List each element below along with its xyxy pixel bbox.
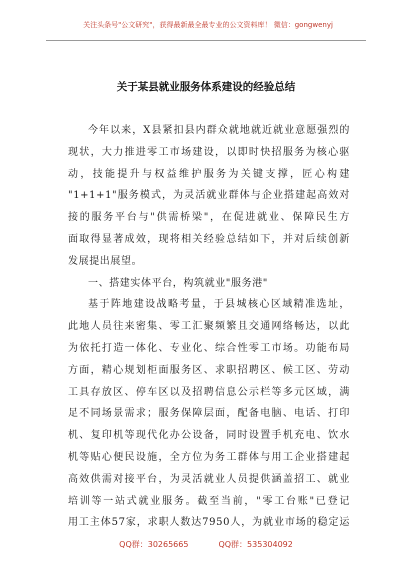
body-line: 方面，精心规划柜面服务区、求职招聘区、候工区、劳动	[68, 364, 350, 376]
body-line: 机、复印机等现代化办公设备，同时设置手机充电、饮水	[68, 430, 350, 442]
body-line: 接的服务平台与"供需桥梁"，在促进就业、保障民生方	[68, 212, 350, 224]
document-title: 关于某县就业服务体系建设的经验总结	[116, 81, 296, 93]
body-line: 基于阵地建设战略考量，于县城核心区域精准选址，	[88, 299, 350, 311]
body-line: 为依托打造一体化、专业化、综合性零工市场。功能布局	[68, 342, 350, 354]
body-line: 机等贴心便民设施，全方位为务工群体与用工企业搭建起	[68, 451, 350, 463]
footer-qq-group-2: QQ群：535304092	[218, 540, 293, 549]
header-divider	[46, 40, 366, 41]
document-body	[68, 120, 350, 534]
body-line: 发展提出展望。	[68, 255, 143, 267]
body-line: 用工主体57家，求职人数达7950人，为就业市场的稳定运	[68, 517, 350, 529]
body-line: "1+1+1"服务模式，为灵活就业群体与企业搭建起高效对	[68, 190, 350, 202]
body-line: 培训等一站式就业服务。截至当前，"零工台账"已登记	[68, 495, 350, 507]
body-line: 动，技能提升与权益维护服务为关键支撑，匠心构建	[68, 168, 350, 180]
body-line: 现状，大力推进零工市场建设，以即时快招服务为核心驱	[68, 146, 350, 158]
body-line: 足不同场景需求；服务保障层面，配备电脑、电话、打印	[68, 408, 350, 420]
body-line: 工具存放区、停车区以及招聘信息公示栏等多元区域，满	[68, 386, 350, 398]
body-line: 今年以来，X县紧扣县内群众就地就近就业意愿强烈的	[88, 125, 350, 136]
body-line: 高效供需对接平台，为灵活就业人员提供涵盖招工、就业	[68, 473, 350, 485]
body-line: 一、搭建实体平台，构筑就业"服务港"	[88, 277, 268, 289]
body-line: 此地人员往来密集、零工汇聚频繁且交通网络畅达，以此	[68, 321, 350, 333]
footer-contacts	[46, 539, 366, 551]
body-line: 面取得显著成效，现将相关经验总结如下，并对后续创新	[68, 233, 350, 245]
header-banner: 关注头条号"公文研究"，获得最新最全最专业的公文资料库！ 微信：gongwenyj	[83, 21, 333, 29]
footer-qq-group-1: QQ群：30265665	[119, 540, 189, 549]
